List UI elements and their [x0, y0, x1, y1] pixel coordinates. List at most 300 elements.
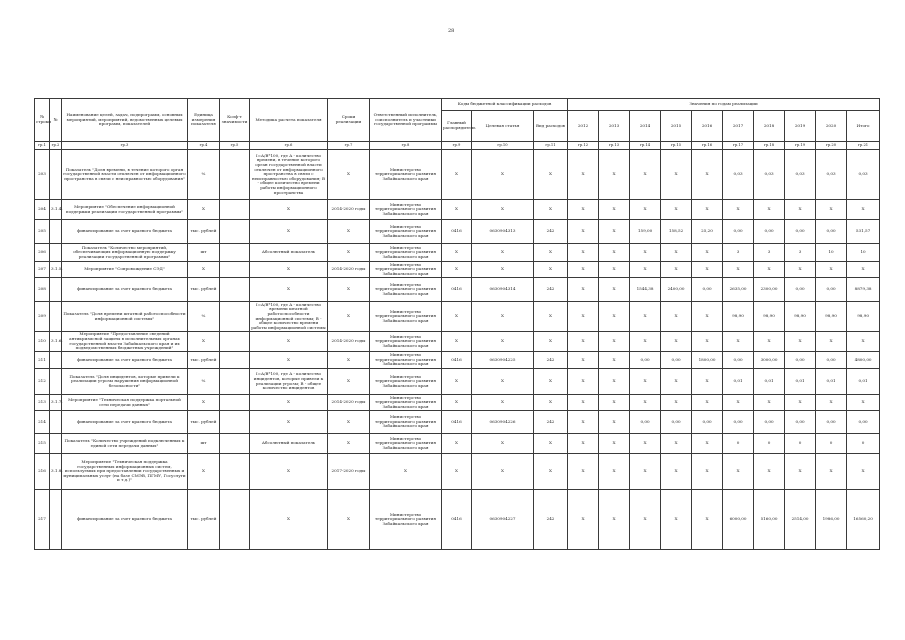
code-main-cell: 0416: [442, 278, 472, 302]
year-value-cell: 1544,38: [630, 278, 661, 302]
year-value-cell: X: [599, 262, 630, 278]
period-cell: X: [328, 278, 370, 302]
period-cell: 2014-2020 годы: [328, 262, 370, 278]
item-name: Показатель "Доля времени штатной работоспособности информационной системы": [62, 302, 188, 332]
year-value-cell: X: [692, 262, 723, 278]
responsible-cell: Министерство территориального развития Забайкальского края: [370, 332, 442, 352]
item-number: [50, 411, 62, 434]
header-name: Наименование целей, задач, подпрограмм, основных мероприятий, мероприятий, ведомственных целевых программ, показателей: [62, 99, 188, 142]
year-value-cell: X: [568, 490, 599, 550]
method-cell: X: [250, 262, 328, 278]
period-cell: X: [328, 411, 370, 434]
year-value-cell: X: [785, 395, 816, 411]
code-type-cell: 242: [534, 352, 568, 369]
year-value-cell: 1986,00: [816, 490, 847, 550]
item-name: Показатель "Количество учреждений подключенных к единой сети передачи данных": [62, 434, 188, 454]
item-name: Мероприятие "Техническая поддержка портальной сети передачи данных": [62, 395, 188, 411]
responsible-cell: Министерство территориального развития Забайкальского края: [370, 220, 442, 244]
coef-cell: [220, 490, 250, 550]
column-number: гр.2: [50, 142, 62, 150]
coef-cell: [220, 278, 250, 302]
year-value-cell: X: [692, 332, 723, 352]
code-type-cell: X: [534, 369, 568, 395]
code-main-cell: 0416: [442, 490, 472, 550]
period-cell: 2014-2020 годы: [328, 200, 370, 220]
year-value-cell: X: [692, 454, 723, 490]
year-value-cell: 98,90: [785, 302, 816, 332]
row-number: 216: [35, 454, 50, 490]
year-value-cell: 0,00: [785, 278, 816, 302]
code-target-cell: X: [472, 395, 534, 411]
code-target-cell: 0630904227: [472, 490, 534, 550]
column-number: гр.3: [62, 142, 188, 150]
year-value-cell: X: [754, 332, 785, 352]
responsible-cell: Министерство территориального развития Забайкальского края: [370, 262, 442, 278]
column-number: гр.18: [754, 142, 785, 150]
row-number: 214: [35, 411, 50, 434]
year-value-cell: 0,00: [661, 352, 692, 369]
year-value-cell: 1800,00: [692, 352, 723, 369]
year-value-cell: X: [661, 150, 692, 200]
year-value-cell: X: [568, 200, 599, 220]
code-main-cell: X: [442, 395, 472, 411]
year-value-cell: X: [568, 262, 599, 278]
column-number: гр.17: [723, 142, 754, 150]
code-main-cell: X: [442, 150, 472, 200]
year-value-cell: 0,00: [785, 411, 816, 434]
code-target-cell: X: [472, 150, 534, 200]
year-value-cell: X: [568, 220, 599, 244]
table-row: [35, 369, 880, 395]
code-main-cell: 0416: [442, 220, 472, 244]
year-value-cell: X: [661, 395, 692, 411]
total-cell: 0,00: [847, 411, 880, 434]
column-number: гр.20: [816, 142, 847, 150]
year-value-cell: 0: [816, 434, 847, 454]
table-row: [35, 434, 880, 454]
code-type-cell: X: [534, 200, 568, 220]
column-number-row: [35, 142, 880, 150]
coef-cell: [220, 332, 250, 352]
table-row: [35, 220, 880, 244]
table-row: [35, 352, 880, 369]
code-main-cell: 0416: [442, 352, 472, 369]
table-row: [35, 278, 880, 302]
method-cell: X: [250, 454, 328, 490]
year-value-cell: 3: [754, 244, 785, 262]
code-type-cell: X: [534, 302, 568, 332]
unit-cell: %: [188, 302, 220, 332]
header-total: Итого: [847, 110, 880, 141]
item-number: [50, 150, 62, 200]
year-value-cell: 10: [816, 244, 847, 262]
item-name: финансирование за счет краевого бюджета: [62, 411, 188, 434]
year-value-cell: X: [568, 150, 599, 200]
item-name: Показатель "Доля инцидентов, которые привели к реализации угрозы нарушения информационной безопасности": [62, 369, 188, 395]
total-cell: 98,90: [847, 302, 880, 332]
year-value-cell: X: [785, 454, 816, 490]
total-cell: 0,01: [847, 369, 880, 395]
row-number: 215: [35, 434, 50, 454]
code-main-cell: X: [442, 332, 472, 352]
column-number: гр.14: [630, 142, 661, 150]
header-year-2012: 2012: [568, 110, 599, 141]
period-cell: X: [328, 434, 370, 454]
year-value-cell: X: [692, 302, 723, 332]
year-value-cell: X: [599, 352, 630, 369]
coef-cell: [220, 302, 250, 332]
total-cell: 10: [847, 244, 880, 262]
table-row: [35, 395, 880, 411]
method-cell: X: [250, 200, 328, 220]
unit-cell: %: [188, 369, 220, 395]
row-number: 208: [35, 278, 50, 302]
code-target-cell: X: [472, 302, 534, 332]
code-main-cell: X: [442, 200, 472, 220]
row-number: 217: [35, 490, 50, 550]
year-value-cell: X: [692, 369, 723, 395]
header-year-2018: 2018: [754, 110, 785, 141]
year-value-cell: X: [661, 262, 692, 278]
header-code-target: Целевая статья: [472, 110, 534, 141]
year-value-cell: X: [568, 369, 599, 395]
code-type-cell: X: [534, 332, 568, 352]
header-year-2014: 2014: [630, 110, 661, 141]
responsible-cell: Министерство территориального развития Забайкальского края: [370, 278, 442, 302]
year-value-cell: 3: [785, 244, 816, 262]
row-number: 212: [35, 369, 50, 395]
table-header: [35, 99, 880, 150]
item-number: [50, 434, 62, 454]
code-type-cell: X: [534, 395, 568, 411]
year-value-cell: X: [816, 395, 847, 411]
method-cell: I=A/B*100, где A - количество инцидентов, которые привели к реализации угрозы; B - общее количество инцидентов: [250, 369, 328, 395]
total-cell: 0,03: [847, 150, 880, 200]
year-value-cell: 2300,00: [754, 278, 785, 302]
column-number: гр.9: [442, 142, 472, 150]
responsible-cell: Министерство территориального развития Забайкальского края: [370, 395, 442, 411]
method-cell: X: [250, 220, 328, 244]
year-value-cell: X: [723, 200, 754, 220]
header-year-2015: 2015: [661, 110, 692, 141]
page-number: 28: [448, 28, 455, 34]
code-target-cell: X: [472, 434, 534, 454]
unit-cell: X: [188, 262, 220, 278]
method-cell: X: [250, 490, 328, 550]
column-number: гр.19: [785, 142, 816, 150]
method-cell: Абсолютный показатель: [250, 434, 328, 454]
year-value-cell: 0,00: [692, 411, 723, 434]
coef-cell: [220, 220, 250, 244]
year-value-cell: 0,00: [785, 352, 816, 369]
code-type-cell: 242: [534, 278, 568, 302]
unit-cell: тыс. рублей: [188, 490, 220, 550]
code-type-cell: 242: [534, 411, 568, 434]
code-target-cell: 0630904313: [472, 220, 534, 244]
code-type-cell: 242: [534, 490, 568, 550]
year-value-cell: X: [568, 332, 599, 352]
period-cell: X: [328, 352, 370, 369]
year-value-cell: X: [568, 434, 599, 454]
year-value-cell: 0,00: [630, 352, 661, 369]
responsible-cell: Министерство территориального развития Забайкальского края: [370, 200, 442, 220]
year-value-cell: X: [630, 395, 661, 411]
year-value-cell: 0,00: [723, 352, 754, 369]
code-main-cell: X: [442, 369, 472, 395]
column-number: гр.8: [370, 142, 442, 150]
table-row: [35, 490, 880, 550]
year-value-cell: 3: [723, 244, 754, 262]
year-value-cell: X: [599, 395, 630, 411]
year-value-cell: 0,03: [723, 150, 754, 200]
unit-cell: шт: [188, 434, 220, 454]
item-number: [50, 244, 62, 262]
code-main-cell: X: [442, 262, 472, 278]
year-value-cell: X: [630, 490, 661, 550]
year-value-cell: 0: [754, 434, 785, 454]
coef-cell: [220, 200, 250, 220]
item-name: финансирование за счет краевого бюджета: [62, 490, 188, 550]
year-value-cell: 3000,00: [754, 352, 785, 369]
item-number: 3.1.4.: [50, 200, 62, 220]
method-cell: X: [250, 278, 328, 302]
header-unit: Единица измерения показателя: [188, 99, 220, 142]
table-row: [35, 454, 880, 490]
table-body: [35, 150, 880, 550]
year-value-cell: X: [661, 369, 692, 395]
period-cell: X: [328, 220, 370, 244]
method-cell: X: [250, 395, 328, 411]
coef-cell: [220, 262, 250, 278]
header-coef: Коэф-т значимости: [220, 99, 250, 142]
year-value-cell: 0,03: [816, 150, 847, 200]
total-cell: 0: [847, 434, 880, 454]
year-value-cell: X: [599, 150, 630, 200]
code-main-cell: X: [442, 434, 472, 454]
row-number: 211: [35, 352, 50, 369]
responsible-cell: Министерство территориального развития Забайкальского края: [370, 434, 442, 454]
year-value-cell: X: [661, 434, 692, 454]
method-cell: I=A/B*100, где A - количество времени, в течение которого орган государственной власти отключен от информационного пространства в связи с неисправностью оборудования; B - общее количество времени работы информационного пространства: [250, 150, 328, 200]
item-name: финансирование за счет краевого бюджета: [62, 352, 188, 369]
year-value-cell: 2514,00: [785, 490, 816, 550]
table-row: [35, 262, 880, 278]
year-value-cell: 0,00: [754, 411, 785, 434]
row-number: 213: [35, 395, 50, 411]
responsible-cell: Министерство территориального развития Забайкальского края: [370, 352, 442, 369]
column-number: гр.12: [568, 142, 599, 150]
year-value-cell: X: [568, 278, 599, 302]
code-main-cell: X: [442, 244, 472, 262]
item-number: [50, 278, 62, 302]
responsible-cell: Министерство территориального развития Забайкальского края: [370, 302, 442, 332]
responsible-cell: Министерство территориального развития Забайкальского края: [370, 150, 442, 200]
year-value-cell: X: [599, 220, 630, 244]
year-value-cell: X: [723, 395, 754, 411]
period-cell: 2017-2020 годы: [328, 454, 370, 490]
responsible-cell: Министерство территориального развития Забайкальского края: [370, 411, 442, 434]
year-value-cell: X: [692, 150, 723, 200]
item-name: финансирование за счет краевого бюджета: [62, 220, 188, 244]
year-value-cell: X: [630, 332, 661, 352]
year-value-cell: 98,90: [754, 302, 785, 332]
item-name: Мероприятие "Сопровождение СЭД": [62, 262, 188, 278]
total-cell: X: [847, 200, 880, 220]
item-number: 3.1.6.: [50, 332, 62, 352]
year-value-cell: X: [692, 244, 723, 262]
unit-cell: шт: [188, 244, 220, 262]
year-value-cell: X: [568, 352, 599, 369]
year-value-cell: 6000,00: [723, 490, 754, 550]
year-value-cell: 2400,00: [661, 278, 692, 302]
year-value-cell: X: [816, 332, 847, 352]
year-value-cell: 0: [723, 434, 754, 454]
responsible-cell: X: [370, 454, 442, 490]
column-number: гр.16: [692, 142, 723, 150]
unit-cell: X: [188, 332, 220, 352]
code-target-cell: X: [472, 262, 534, 278]
code-type-cell: X: [534, 150, 568, 200]
year-value-cell: X: [630, 150, 661, 200]
code-target-cell: 0630904226: [472, 411, 534, 434]
coef-cell: [220, 150, 250, 200]
year-value-cell: 98,90: [723, 302, 754, 332]
year-value-cell: 0,00: [723, 411, 754, 434]
item-name: Мероприятие "Обеспечение информационной поддержки реализации государственной программы": [62, 200, 188, 220]
year-value-cell: X: [692, 395, 723, 411]
total-cell: X: [847, 262, 880, 278]
unit-cell: тыс. рублей: [188, 352, 220, 369]
header-year-2020: 2020: [816, 110, 847, 141]
header-code-main: Главный распорядитель: [442, 110, 472, 141]
year-value-cell: X: [754, 262, 785, 278]
code-target-cell: X: [472, 244, 534, 262]
item-number: [50, 490, 62, 550]
code-target-cell: X: [472, 332, 534, 352]
coef-cell: [220, 244, 250, 262]
year-value-cell: X: [692, 200, 723, 220]
year-value-cell: X: [661, 490, 692, 550]
year-value-cell: X: [692, 490, 723, 550]
total-cell: X: [847, 395, 880, 411]
coef-cell: [220, 395, 250, 411]
year-value-cell: X: [630, 200, 661, 220]
year-value-cell: X: [599, 200, 630, 220]
year-value-cell: X: [723, 454, 754, 490]
year-value-cell: X: [661, 332, 692, 352]
year-value-cell: 0,00: [630, 411, 661, 434]
year-value-cell: 0,00: [816, 278, 847, 302]
year-value-cell: 0,03: [754, 150, 785, 200]
period-cell: X: [328, 490, 370, 550]
period-cell: X: [328, 150, 370, 200]
header-period: Сроки реализации: [328, 99, 370, 142]
total-cell: X: [847, 454, 880, 490]
column-number: гр.21: [847, 142, 880, 150]
year-value-cell: X: [692, 434, 723, 454]
year-value-cell: X: [661, 454, 692, 490]
period-cell: X: [328, 244, 370, 262]
unit-cell: X: [188, 200, 220, 220]
unit-cell: тыс. рублей: [188, 278, 220, 302]
code-target-cell: X: [472, 200, 534, 220]
row-number: 209: [35, 302, 50, 332]
unit-cell: %: [188, 150, 220, 200]
coef-cell: [220, 454, 250, 490]
table-row: [35, 244, 880, 262]
year-value-cell: X: [568, 454, 599, 490]
year-value-cell: X: [630, 434, 661, 454]
column-number: гр.7: [328, 142, 370, 150]
table-row: [35, 150, 880, 200]
total-cell: 8879,38: [847, 278, 880, 302]
code-type-cell: X: [534, 434, 568, 454]
header-values-by-year: Значения по годам реализации: [568, 99, 880, 111]
year-value-cell: 0,01: [723, 369, 754, 395]
code-target-cell: 0630904225: [472, 352, 534, 369]
header-code-type: Вид расходов: [534, 110, 568, 141]
column-number: гр.5: [220, 142, 250, 150]
column-number: гр.13: [599, 142, 630, 150]
item-number: [50, 302, 62, 332]
item-number: 3.1.5.: [50, 262, 62, 278]
year-value-cell: X: [630, 262, 661, 278]
column-number: гр.10: [472, 142, 534, 150]
year-value-cell: 0,00: [661, 411, 692, 434]
year-value-cell: 0,01: [816, 369, 847, 395]
year-value-cell: 25,20: [692, 220, 723, 244]
year-value-cell: X: [599, 332, 630, 352]
header-year-2017: 2017: [723, 110, 754, 141]
year-value-cell: X: [630, 369, 661, 395]
code-target-cell: 0630904314: [472, 278, 534, 302]
year-value-cell: X: [754, 454, 785, 490]
unit-cell: тыс. рублей: [188, 411, 220, 434]
method-cell: X: [250, 352, 328, 369]
year-value-cell: X: [630, 244, 661, 262]
year-value-cell: 0,00: [816, 220, 847, 244]
header-row-no: № строки: [35, 99, 50, 142]
year-value-cell: X: [599, 302, 630, 332]
year-value-cell: X: [599, 454, 630, 490]
year-value-cell: X: [599, 369, 630, 395]
unit-cell: X: [188, 454, 220, 490]
header-year-2016: 2016: [692, 110, 723, 141]
item-number: [50, 352, 62, 369]
column-number: гр.1: [35, 142, 50, 150]
item-name: Показатель "Доля времени, в течение которого орган государственной власти отключен от информационного пространства в связи с неисправностью оборудования": [62, 150, 188, 200]
year-value-cell: 5160,00: [754, 490, 785, 550]
method-cell: X: [250, 411, 328, 434]
table-row: [35, 332, 880, 352]
period-cell: X: [328, 369, 370, 395]
item-name: Мероприятие "Предоставление сведений антикризисной защиты в исполнительных органах государственной власти Забайкальского края и их подведомственных бюджетных учреждений": [62, 332, 188, 352]
year-value-cell: X: [599, 278, 630, 302]
row-number: 203: [35, 150, 50, 200]
item-number: 3.1.7.: [50, 395, 62, 411]
column-number: гр.11: [534, 142, 568, 150]
year-value-cell: X: [630, 454, 661, 490]
year-value-cell: 158,52: [661, 220, 692, 244]
period-cell: X: [328, 302, 370, 332]
year-value-cell: X: [599, 434, 630, 454]
year-value-cell: 98,90: [816, 302, 847, 332]
responsible-cell: Министерство территориального развития Забайкальского края: [370, 244, 442, 262]
row-number: 206: [35, 244, 50, 262]
total-cell: 4800,00: [847, 352, 880, 369]
year-value-cell: 0,00: [816, 352, 847, 369]
header-year-2019: 2019: [785, 110, 816, 141]
